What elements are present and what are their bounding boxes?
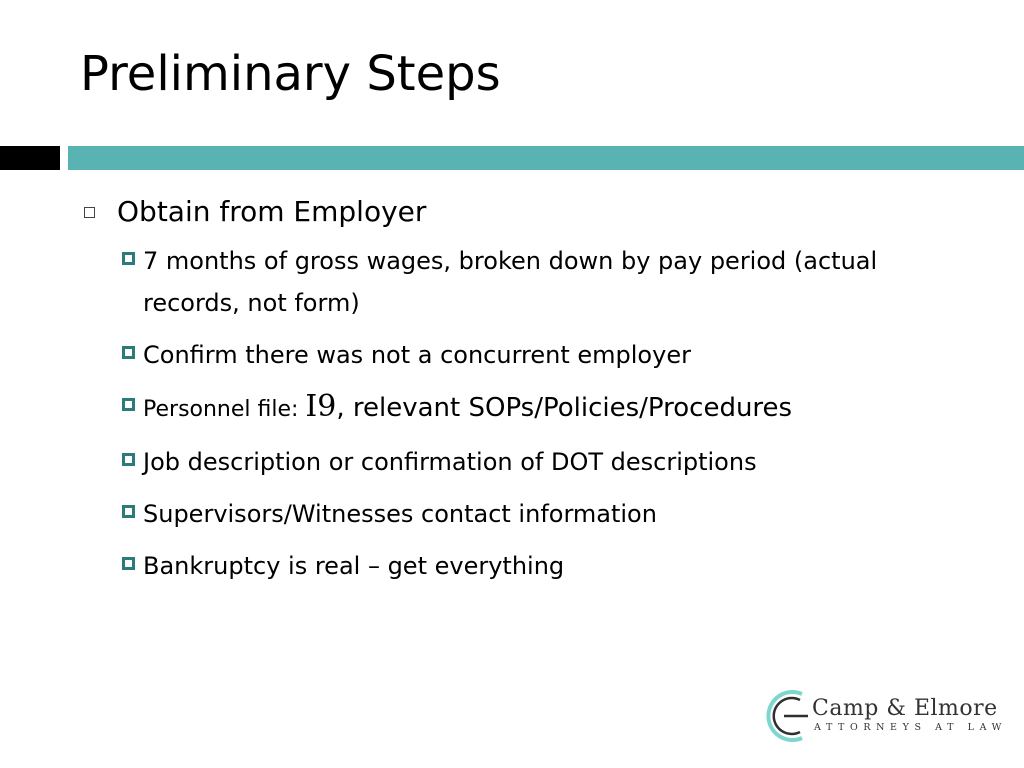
square-bullet-icon [122,453,135,466]
list-item [122,545,1000,587]
list-item [122,386,1000,431]
square-bullet-icon [122,505,135,518]
list-item [122,240,1000,324]
i9-emphasis: I9 [305,389,337,424]
slide-title: Preliminary Steps [80,46,501,102]
list-item-text: Supervisors/Witnesses contact information [143,500,657,528]
list-item-text: Bankruptcy is real – get everything [143,552,565,580]
square-bullet-icon [122,398,135,411]
list-item [122,441,1000,483]
logo-tagline: ATTORNEYS AT LAW [814,722,1008,733]
title-underline-teal [68,146,1024,170]
square-bullet-icon [122,252,135,265]
company-logo [764,686,1008,746]
hollow-square-bullet-icon [84,207,95,218]
list-item-text [143,386,963,431]
heading-obtain-from-employer: Obtain from Employer [117,195,427,228]
logo-company-name: Camp & Elmore [812,696,998,721]
list-item-text: Job description or confirmation of DOT descriptions [143,448,757,476]
title-underline-black [0,146,60,170]
list-item-text: Confirm there was not a concurrent employer [143,341,691,369]
slide-content [80,190,1000,597]
bullet-level1 [80,190,1000,234]
personnel-file-suffix: , relevant SOPs/Policies/Procedures [336,393,793,423]
sub-bullet-list [80,240,1000,587]
list-item-text: 7 months of gross wages, broken down by pay period (actual records, not form) [143,247,878,317]
square-bullet-icon [122,346,135,359]
list-item [122,334,1000,376]
camp-elmore-logo-mark-icon [764,686,810,746]
square-bullet-icon [122,557,135,570]
personnel-file-prefix: Personnel file: [143,397,306,422]
list-item [122,493,1000,535]
